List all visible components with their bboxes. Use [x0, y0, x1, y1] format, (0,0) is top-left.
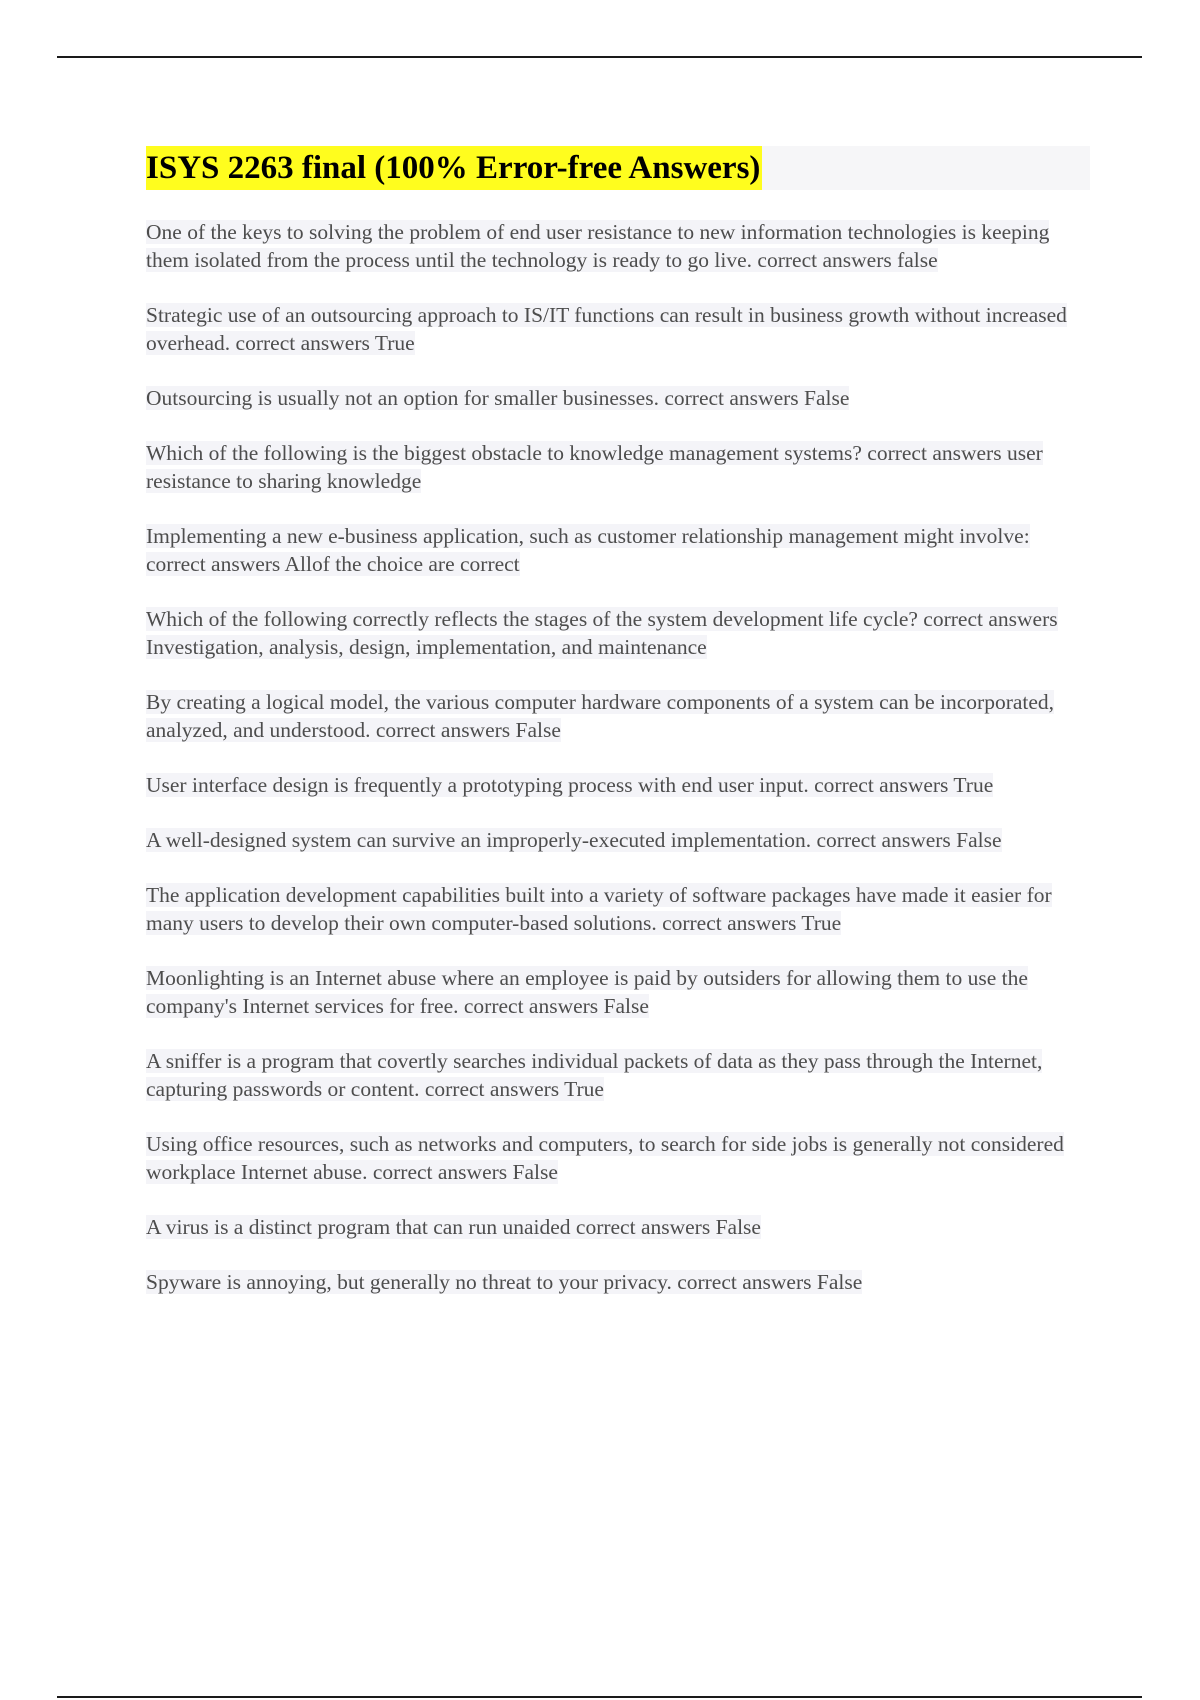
qa-item-text: Strategic use of an outsourcing approach to IS/IT functions can result in business growth without increased overhead. correct answers True — [146, 303, 1067, 355]
qa-item-text: By creating a logical model, the various computer hardware components of a system can be incorporated, analyzed, and understood. correct answers False — [146, 690, 1055, 742]
qa-item — [146, 1213, 1090, 1241]
qa-item-text: A virus is a distinct program that can run unaided correct answers False — [146, 1215, 761, 1239]
qa-item — [146, 964, 1090, 1020]
qa-item-text: The application development capabilities built into a variety of software packages have made it easier for many users to develop their own computer-based solutions. correct answers True — [146, 883, 1052, 935]
qa-list — [146, 218, 1090, 1296]
qa-item-text: Outsourcing is usually not an option for smaller businesses. correct answers False — [146, 386, 850, 410]
qa-item-text: A well-designed system can survive an improperly-executed implementation. correct answers False — [146, 828, 1002, 852]
qa-item-text: User interface design is frequently a prototyping process with end user input. correct answers True — [146, 773, 994, 797]
bottom-rule — [57, 1696, 1142, 1698]
qa-item — [146, 384, 1090, 412]
qa-item-text: Moonlighting is an Internet abuse where an employee is paid by outsiders for allowing them to use the company's Internet services for free. correct answers False — [146, 966, 1028, 1018]
document-page — [146, 146, 1090, 1323]
qa-item-text: Which of the following correctly reflects the stages of the system development life cycle? correct answers Investigation, analysis, design, implementation, and maintenance — [146, 607, 1058, 659]
qa-item — [146, 218, 1090, 274]
qa-item-text: Spyware is annoying, but generally no threat to your privacy. correct answers False — [146, 1270, 863, 1294]
qa-item — [146, 881, 1090, 937]
qa-item — [146, 1268, 1090, 1296]
qa-item — [146, 771, 1090, 799]
qa-item-text: Using office resources, such as networks and computers, to search for side jobs is generally not considered workplace Internet abuse. correct answers False — [146, 1132, 1064, 1184]
qa-item — [146, 605, 1090, 661]
qa-item-text: Which of the following is the biggest obstacle to knowledge management systems? correct answers user resistance to sharing knowledge — [146, 441, 1043, 493]
qa-item-text: Implementing a new e-business application, such as customer relationship management might involve: correct answers Allof the choice are correct — [146, 524, 1030, 576]
qa-item-text: A sniffer is a program that covertly searches individual packets of data as they pass through the Internet, capturing passwords or content. correct answers True — [146, 1049, 1043, 1101]
qa-item — [146, 688, 1090, 744]
qa-item — [146, 1130, 1090, 1186]
qa-item-text: One of the keys to solving the problem of end user resistance to new information technologies is keeping them isolated from the process until the technology is ready to go live. correct answers false — [146, 220, 1050, 272]
title-band — [146, 146, 1090, 190]
qa-item — [146, 826, 1090, 854]
top-rule — [57, 56, 1142, 58]
qa-item — [146, 439, 1090, 495]
document-title: ISYS 2263 final (100% Error-free Answers) — [146, 146, 762, 190]
qa-item — [146, 1047, 1090, 1103]
qa-item — [146, 522, 1090, 578]
qa-item — [146, 301, 1090, 357]
